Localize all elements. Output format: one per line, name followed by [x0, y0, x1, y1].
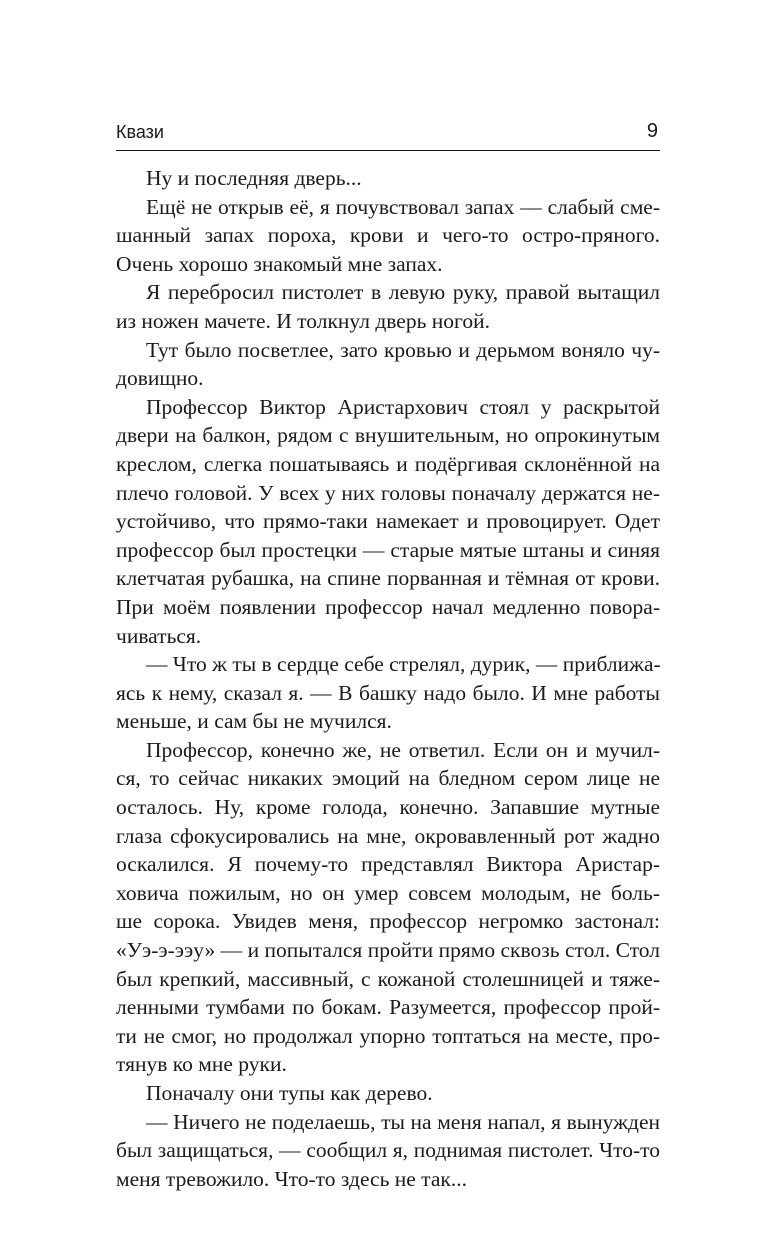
text-line: устойчиво, что прямо-таки намекает и провоцирует. Одет — [116, 509, 660, 534]
text-line: ленными тумбами по бокам. Разумеется, профессор прой- — [116, 995, 660, 1020]
text-line: оскалился. Я почему-то представлял Виктора Аристар- — [116, 852, 660, 877]
text-line: ти не смог, но продолжал упорно топтаться на месте, про- — [116, 1023, 660, 1048]
paragraph — [116, 1108, 660, 1194]
text-line: — Ничего не поделаешь, ты на меня напал, я вынужден — [146, 1109, 660, 1134]
text-line: клетчатая рубашка, на спине порванная и тёмная от крови. — [116, 566, 660, 591]
text-line: При моём появлении профессор начал медленно повора- — [116, 594, 660, 619]
text-line: Поначалу они тупы как дерево. — [146, 1081, 433, 1105]
text-line: креслом, слегка пошатываясь и подёргивая склонённой на — [116, 451, 660, 476]
text-line: профессор был простецки — старые мятые штаны и синяя — [116, 537, 660, 562]
text-line: ясь к нему, сказал я. — В башку надо было. И мне работы — [116, 680, 660, 705]
paragraph — [116, 736, 660, 1079]
text-line: Ну и последняя дверь... — [146, 166, 362, 190]
text-line: шанный запах пороха, крови и чего-то остро-пряного. — [116, 223, 660, 248]
text-line: Профессор, конечно же, не ответил. Если он и мучил- — [146, 737, 660, 762]
paragraph — [116, 393, 660, 650]
page-number: 9 — [646, 120, 658, 142]
text-line: довищно. — [116, 366, 204, 391]
text-line: чиваться. — [116, 623, 202, 648]
text-line: ховича пожилым, но он умер совсем молодым, не боль- — [116, 880, 660, 905]
paragraph — [116, 650, 660, 736]
paragraph — [116, 336, 660, 393]
text-line: «Уэ-э-ээу» — и попытался пройти прямо сквозь стол. Стол — [116, 938, 660, 963]
running-head — [116, 120, 660, 151]
text-line: меньше, и сам бы не мучился. — [116, 709, 392, 734]
text-line: ся, то сейчас никаких эмоций на бледном сером лице не — [116, 766, 660, 791]
text-line: Тут было посветлее, зато кровью и дерьмом воняло чу- — [146, 337, 660, 362]
paragraph — [116, 278, 660, 335]
text-line: из ножен мачете. И толкнул дверь ногой. — [116, 308, 490, 333]
text-line: Профессор Виктор Аристархович стоял у раскрытой — [146, 394, 660, 419]
text-line: Я перебросил пистолет в левую руку, правой вытащил — [146, 280, 660, 305]
book-title: Квази — [116, 122, 164, 142]
paragraph — [116, 1079, 660, 1108]
text-line: был крепкий, массивный, с кожаной столешницей и тяже- — [116, 966, 660, 991]
body-text — [116, 164, 660, 1193]
text-line: — Что ж ты в сердце себе стрелял, дурик, — приближа- — [146, 652, 661, 677]
paragraph — [116, 193, 660, 279]
text-line: Очень хорошо знакомый мне запах. — [116, 251, 443, 276]
text-line: Ещё не открыв её, я почувствовал запах — слабый сме- — [146, 194, 660, 219]
text-line: меня тревожило. Что-то здесь не так... — [116, 1166, 467, 1191]
text-line: двери на балкон, рядом с внушительным, но опрокинутым — [116, 423, 660, 448]
text-line: плечо головой. У всех у них головы поначалу держатся не- — [116, 480, 660, 505]
text-line: глаза сфокусировались на мне, окровавленный рот жадно — [116, 823, 660, 848]
paragraph — [116, 164, 660, 193]
text-line: ше сорока. Увидев меня, профессор негромко застонал: — [116, 909, 660, 934]
text-line: тянув ко мне руки. — [116, 1052, 287, 1077]
text-line: был защищаться, — сообщил я, поднимая пистолет. Что-то — [116, 1138, 660, 1163]
text-line: осталось. Ну, кроме голода, конечно. Запавшие мутные — [116, 795, 660, 820]
